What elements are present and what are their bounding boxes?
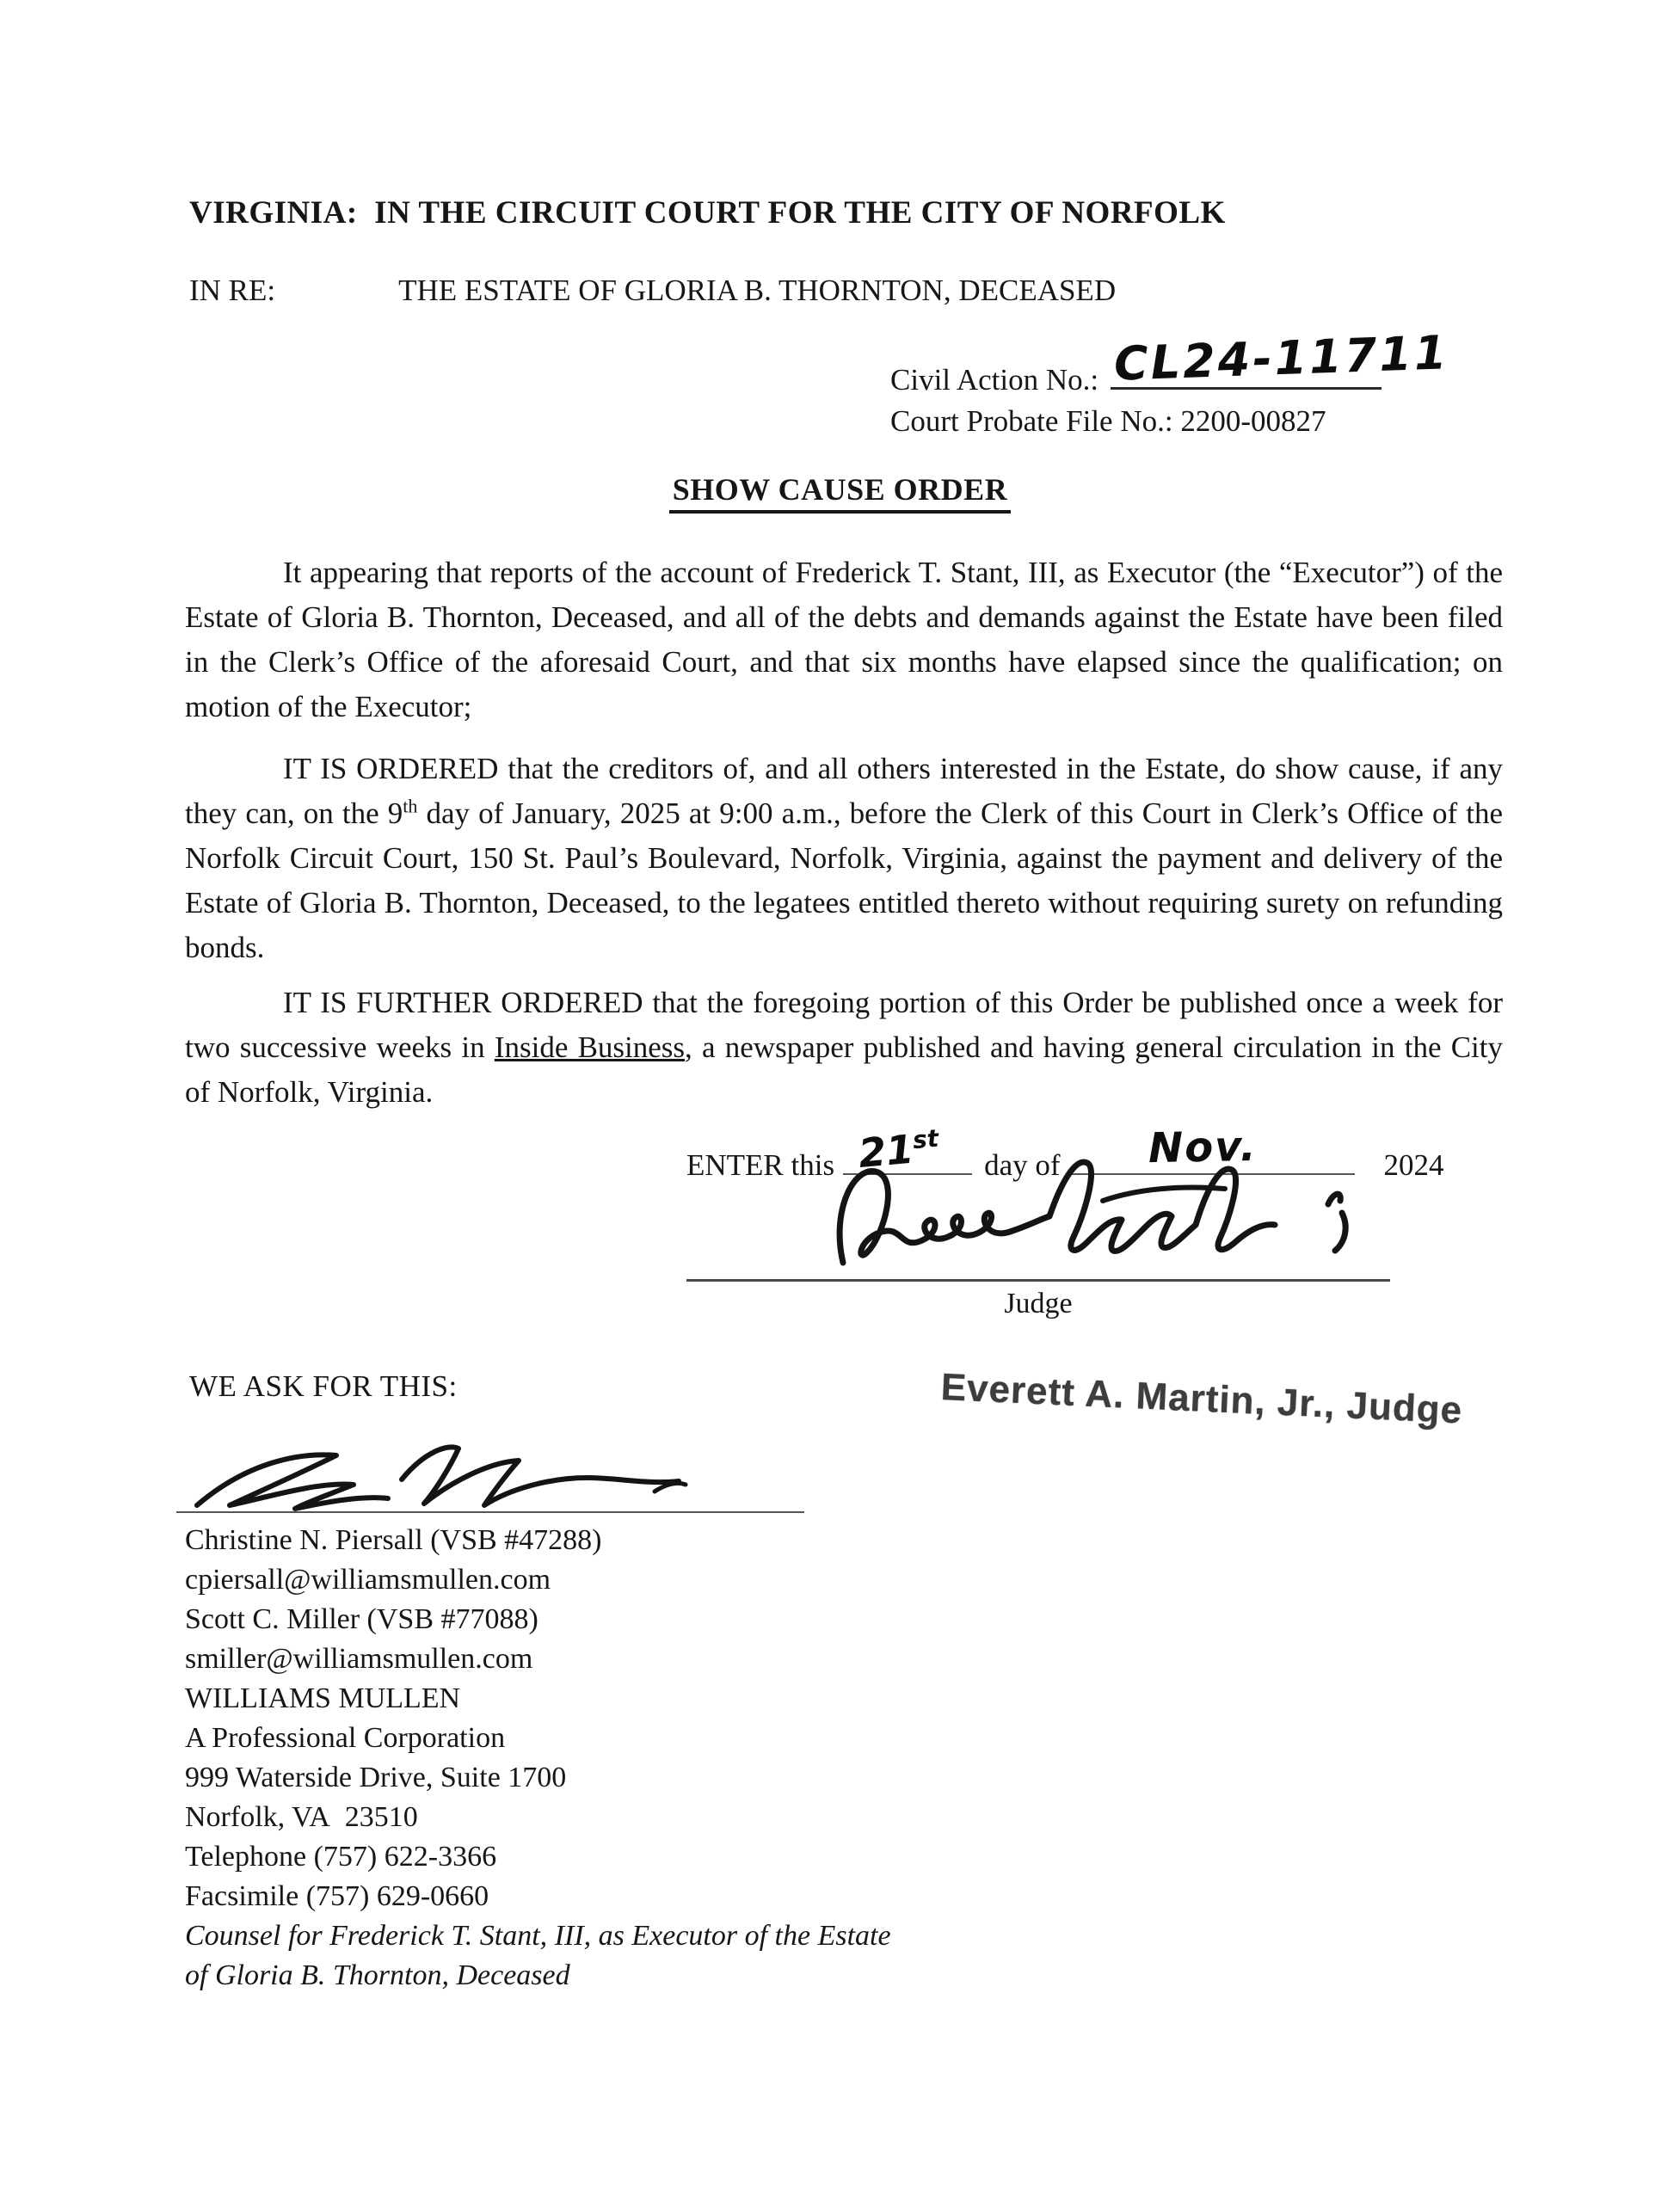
civil-action-number-field <box>1111 325 1450 391</box>
counsel-block <box>185 1521 891 1996</box>
counsel-address-street: 999 Waterside Drive, Suite 1700 <box>185 1762 567 1793</box>
counsel-address-city: Norfolk, VA 23510 <box>185 1801 418 1833</box>
judge-label: Judge <box>1004 1288 1073 1319</box>
counsel-email: cpiersall@williamsmullen.com <box>185 1564 551 1596</box>
judge-name-stamp: Everett A. Martin, Jr., Judge <box>939 1366 1464 1432</box>
in-re-value: THE ESTATE OF GLORIA B. THORNTON, DECEASED <box>398 274 1117 307</box>
counsel-firm-name: WILLIAMS MULLEN <box>185 1682 461 1714</box>
attorney-signature <box>176 1438 710 1520</box>
in-re-line <box>189 274 1116 308</box>
month-handwritten: Nov. <box>1148 1122 1258 1173</box>
paragraph-appearing: It appearing that reports of the account of Frederick T. Stant, III, as Executor (the “Executor”) of the Estate of Gloria B. Thornton, Deceased, and all of the debts and demands against the Estate have been filed in the Clerk’s Office of the aforesaid Court, and that six months have elapsed since the qualification; on motion of the Executor; <box>185 556 1503 723</box>
counsel-facsimile: Facsimile (757) 629-0660 <box>185 1880 489 1912</box>
counsel-email: smiller@williamsmullen.com <box>185 1643 533 1675</box>
civil-action-label: Civil Action No.: <box>890 363 1099 397</box>
day-handwritten: 21st <box>856 1123 940 1177</box>
court-header: VIRGINIA: IN THE CIRCUIT COURT FOR THE CITY OF NORFOLK <box>189 195 1226 231</box>
enter-this-label: ENTER this <box>686 1148 835 1182</box>
attorney-signature-line <box>176 1511 804 1513</box>
newspaper-name: Inside Business <box>494 1030 686 1064</box>
counsel-firm-type: A Professional Corporation <box>185 1722 506 1754</box>
probate-file-label: Court Probate File No.: <box>890 404 1173 438</box>
counsel-role-line: of Gloria B. Thornton, Deceased <box>185 1959 570 1991</box>
paragraph-ordered: IT IS ORDERED that the creditors of, and all others interested in the Estate, do show cause, if any they can, on the 9th day of January, 2025 at 9:00 a.m., before the Clerk of this Court in Clerk’s Office of the Norfolk Circuit Court, 150 St. Paul’s Boulevard, Norfolk, Virginia, against the payment and delivery of the Estate of Gloria B. Thornton, Deceased, to the legatees entitled thereto without requiring surety on refunding bonds. <box>185 752 1504 964</box>
counsel-role-line: Counsel for Frederick T. Stant, III, as Executor of the Estate <box>185 1920 891 1952</box>
paragraph-further-ordered: IT IS FURTHER ORDERED that the foregoing portion of this Order be published once a week for two successive weeks in Inside Business, a newspaper published and having general circulation in the City of Norfolk, Virginia. <box>185 986 1504 1109</box>
order-title: SHOW CAUSE ORDER <box>669 471 1011 514</box>
civil-action-number-handwritten: CL24-11711 <box>1113 325 1450 391</box>
judge-signature <box>819 1151 1378 1289</box>
probate-file-number: 2200-00827 <box>1180 404 1326 438</box>
counsel-telephone: Telephone (757) 622-3366 <box>185 1841 497 1873</box>
we-ask-label: WE ASK FOR THIS: <box>189 1369 458 1403</box>
judge-signature-line <box>686 1279 1390 1282</box>
ordinal-superscript: th <box>403 795 418 817</box>
year-label: 2024 <box>1383 1148 1444 1182</box>
day-of-label: day of <box>984 1148 1061 1182</box>
case-numbers-block <box>890 325 1450 439</box>
order-title-wrap <box>0 471 1680 514</box>
counsel-attorney-name: Scott C. Miller (VSB #77088) <box>185 1603 538 1635</box>
counsel-attorney-name: Christine N. Piersall (VSB #47288) <box>185 1524 602 1556</box>
in-re-label: IN RE: <box>189 274 276 307</box>
